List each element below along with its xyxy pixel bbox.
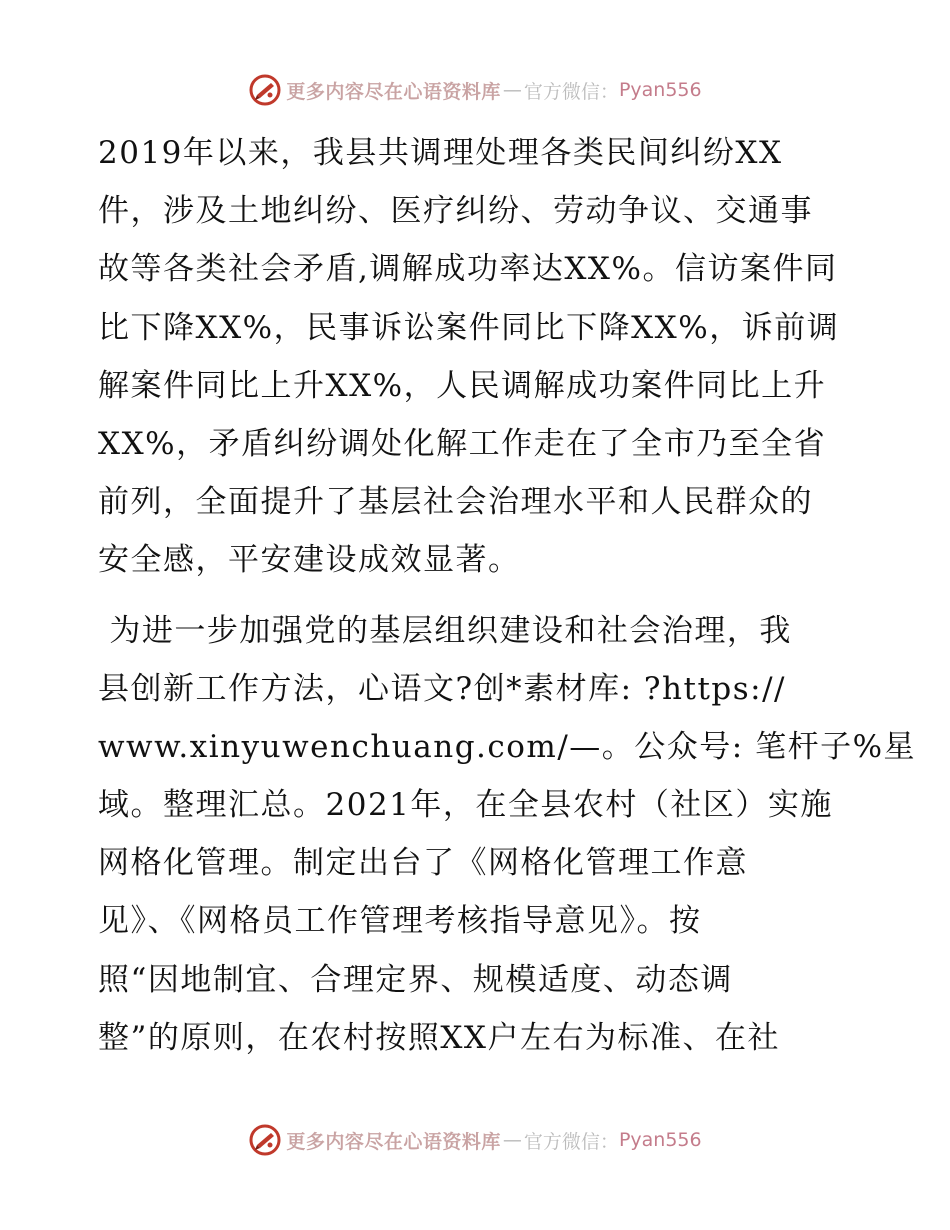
header-banner [0, 70, 950, 110]
footer-banner [0, 1120, 950, 1160]
text-line: 网格化管理。制定出台了《网格化管理工作意 [98, 845, 748, 882]
banner-separator: — [502, 1129, 522, 1151]
paragraph-2 [98, 602, 917, 1068]
banner-wechat-id: Pyan556 [618, 1129, 702, 1151]
text-line: 2019年以来，我县共调理处理各类民间纠纷XX [98, 135, 783, 171]
text-line: 照“因地制宜、合理定界、规模适度、动态调 [98, 961, 733, 998]
banner-contact-label: 官方微信： [523, 1130, 619, 1153]
text-line: 比下降XX%，民事诉讼案件同比下降XX%，诉前调 [98, 309, 840, 346]
text-line: 县创新工作方法，心语文?创*素材库: ?https:// [98, 670, 787, 707]
text-line: 域。整理汇总。2021年，在全县农村（社区）实施 [98, 787, 833, 824]
text-line: 解案件同比上升XX%，人民调解成功案件同比上升 [98, 367, 827, 404]
brand-logo-icon [248, 73, 282, 107]
banner-contact-label: 官方微信： [523, 80, 619, 103]
text-line: XX%，矛盾纠纷调处化解工作走在了全市乃至全省 [98, 425, 827, 462]
document-body [98, 124, 917, 1067]
text-line: 整”的原则，在农村按照XX户左右为标准、在社 [98, 1019, 780, 1056]
banner-brand-text: 更多内容尽在心语资料库 [286, 80, 501, 103]
text-line: 见》、《网格员工作管理考核指导意见》。按 [98, 903, 702, 940]
banner-brand-text: 更多内容尽在心语资料库 [286, 1130, 501, 1153]
text-line: 为进一步加强党的基层组织建设和社会治理，我 [98, 612, 792, 649]
brand-logo-icon [248, 1123, 282, 1157]
text-line: 故等各类社会矛盾,调解成功率达XX%。信访案件同 [98, 251, 838, 288]
paragraph-1 [98, 124, 868, 590]
banner-separator: — [502, 79, 522, 101]
text-line: www.xinyuwenchuang.com/—。公众号: 笔杆子%星 [98, 728, 917, 765]
text-line: 前列，全面提升了基层社会治理水平和人民群众的 [98, 484, 813, 521]
text-line: 件，涉及土地纠纷、医疗纠纷、劳动争议、交通事 [98, 193, 813, 230]
text-line: 安全感，平安建设成效显著。 [98, 542, 521, 579]
banner-wechat-id: Pyan556 [618, 79, 702, 101]
